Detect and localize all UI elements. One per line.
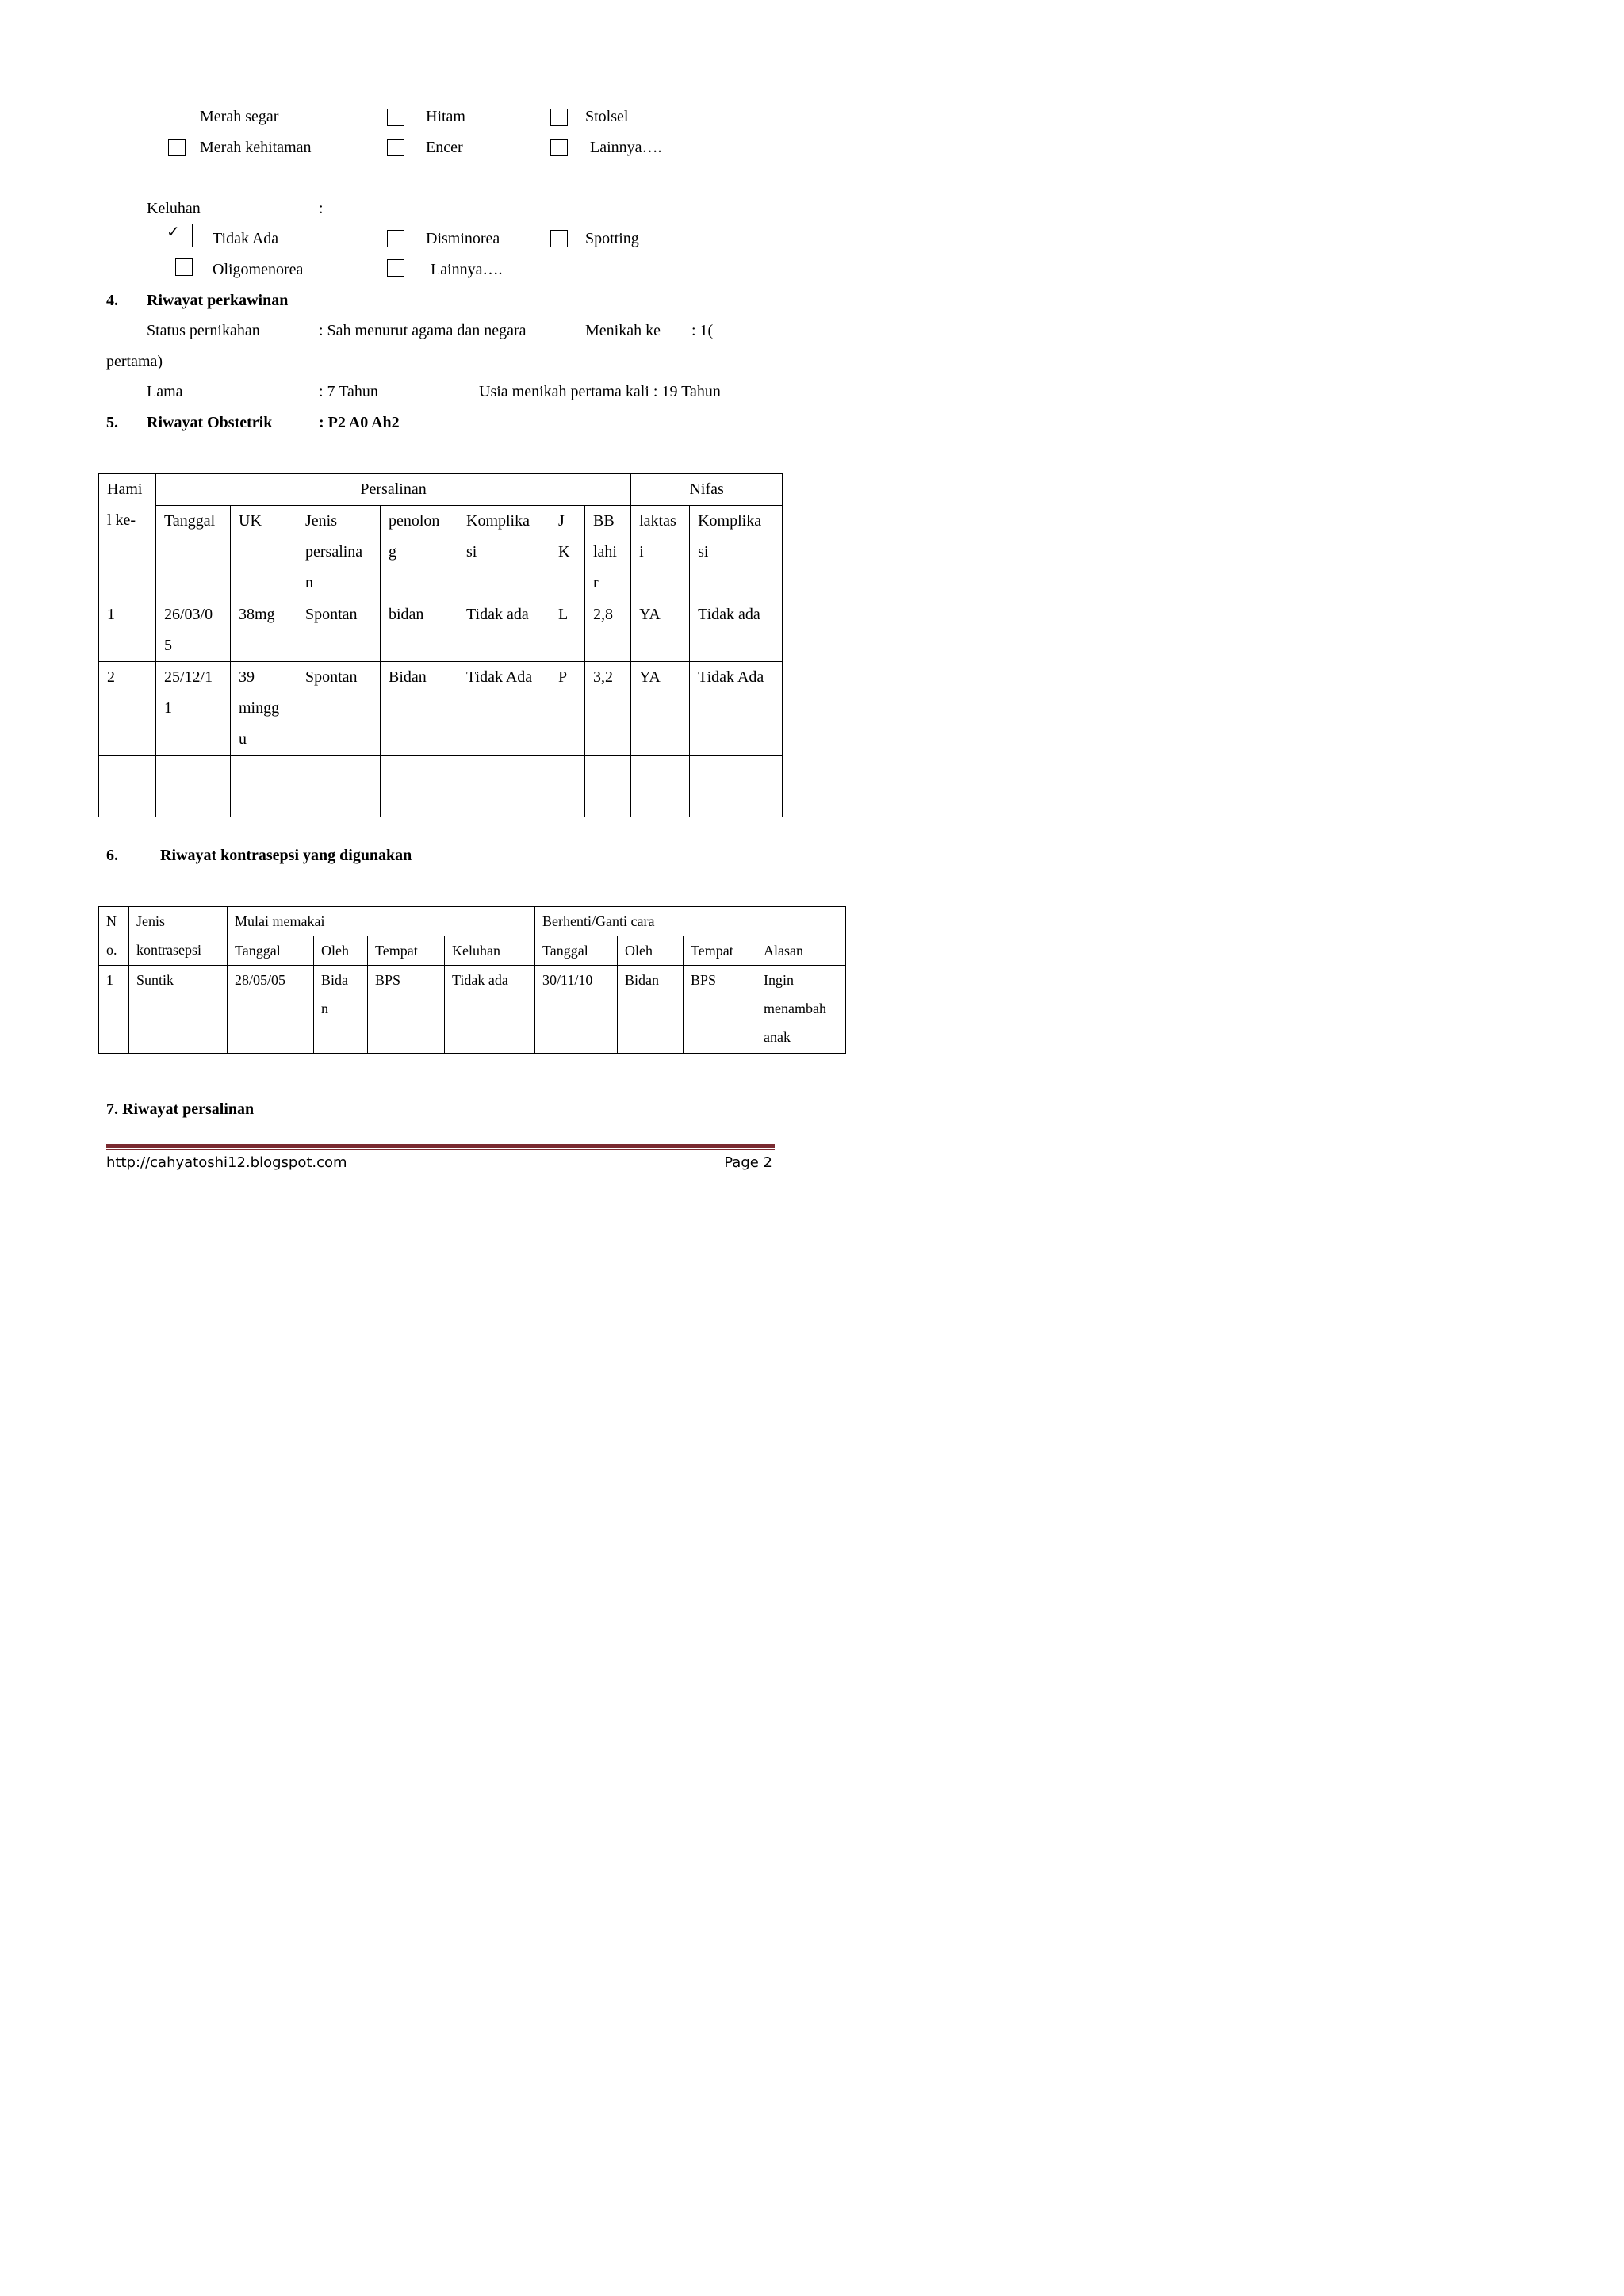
- checkbox-stolsel[interactable]: [550, 109, 568, 126]
- table-cell: 1: [99, 966, 129, 1054]
- column-header: Alasan: [756, 936, 846, 966]
- column-header: penolon g: [381, 506, 458, 599]
- column-header: Tanggal: [156, 506, 231, 599]
- checkbox-encer[interactable]: [387, 139, 404, 156]
- menikah-ke-label: Menikah ke: [585, 322, 661, 339]
- table-cell: [585, 786, 631, 817]
- option-lainnya-darah-label: Lainnya….: [590, 139, 662, 156]
- checkbox-merah-kehitaman[interactable]: [168, 139, 186, 156]
- column-header: Komplika si: [458, 506, 550, 599]
- table-row: [99, 966, 846, 1054]
- header-berhenti-ganti-cara: Berhenti/Ganti cara: [535, 907, 846, 936]
- table-cell: YA: [631, 662, 690, 756]
- column-header: J K: [550, 506, 585, 599]
- checkbox-lainnya-darah[interactable]: [550, 139, 568, 156]
- option-spotting-label: Spotting: [585, 230, 639, 247]
- table-cell: Tidak Ada: [458, 662, 550, 756]
- menikah-ke-continued: pertama): [106, 353, 163, 370]
- table-cell: [585, 756, 631, 786]
- table-cell: [550, 756, 585, 786]
- table-cell: [631, 756, 690, 786]
- table-cell: 28/05/05: [228, 966, 314, 1054]
- contraception-history-table: [98, 906, 846, 1054]
- column-header: Oleh: [314, 936, 368, 966]
- keluhan-label: Keluhan: [147, 200, 201, 217]
- section5-value: : P2 A0 Ah2: [319, 414, 400, 431]
- status-pernikahan-label: Status pernikahan: [147, 322, 260, 339]
- checkbox-oligomenorea[interactable]: [175, 258, 193, 276]
- column-header: BB lahi r: [585, 506, 631, 599]
- footer-page-number: Page 2: [724, 1154, 772, 1171]
- table-cell: 39 mingg u: [231, 662, 297, 756]
- table-cell: Suntik: [129, 966, 228, 1054]
- column-header: Tanggal: [535, 936, 618, 966]
- table-cell: 26/03/0 5: [156, 599, 231, 662]
- table-row: [99, 662, 783, 756]
- checkbox-tidak-ada[interactable]: [163, 224, 193, 247]
- lama-label: Lama: [147, 383, 183, 400]
- table-cell: Bidan: [381, 662, 458, 756]
- column-header: laktas i: [631, 506, 690, 599]
- table-cell: 1: [99, 599, 156, 662]
- table-cell: Bida n: [314, 966, 368, 1054]
- table-cell: [231, 786, 297, 817]
- footer-rule-thick: [106, 1144, 775, 1148]
- header-mulai-memakai: Mulai memakai: [228, 907, 535, 936]
- column-header: Jenis persalina n: [297, 506, 381, 599]
- section5-number: 5.: [106, 414, 118, 431]
- table-cell: [156, 786, 231, 817]
- table-row: [99, 756, 783, 786]
- table-cell: [99, 786, 156, 817]
- table-cell: [99, 756, 156, 786]
- column-header: Tempat: [368, 936, 445, 966]
- header-persalinan: Persalinan: [156, 474, 631, 506]
- table-cell: [381, 756, 458, 786]
- table-cell: [381, 786, 458, 817]
- section4-title: Riwayat perkawinan: [147, 292, 289, 309]
- keluhan-colon: :: [319, 200, 324, 217]
- table-cell: [690, 756, 783, 786]
- option-oligomenorea-label: Oligomenorea: [213, 261, 304, 278]
- option-tidak-ada-label: Tidak Ada: [213, 230, 279, 247]
- column-header: Keluhan: [445, 936, 535, 966]
- section5-title: Riwayat Obstetrik: [147, 414, 273, 431]
- option-stolsel-label: Stolsel: [585, 108, 629, 125]
- checkbox-spotting[interactable]: [550, 230, 568, 247]
- table-cell: BPS: [368, 966, 445, 1054]
- column-header: Oleh: [618, 936, 684, 966]
- table-cell: Bidan: [618, 966, 684, 1054]
- table-row: [99, 599, 783, 662]
- option-encer-label: Encer: [426, 139, 463, 156]
- header-nifas: Nifas: [631, 474, 783, 506]
- lama-value: : 7 Tahun: [319, 383, 378, 400]
- option-disminorea-label: Disminorea: [426, 230, 500, 247]
- menikah-ke-value: : 1(: [691, 322, 714, 339]
- checkbox-lainnya-keluhan[interactable]: [387, 259, 404, 277]
- table-cell: 2: [99, 662, 156, 756]
- table-cell: bidan: [381, 599, 458, 662]
- table-cell: 2,8: [585, 599, 631, 662]
- usia-menikah-text: Usia menikah pertama kali : 19 Tahun: [479, 383, 721, 400]
- table-cell: 38mg: [231, 599, 297, 662]
- table-cell: YA: [631, 599, 690, 662]
- table-cell: Tidak ada: [690, 599, 783, 662]
- column-header: UK: [231, 506, 297, 599]
- table-cell: Tidak ada: [445, 966, 535, 1054]
- table-cell: 25/12/1 1: [156, 662, 231, 756]
- table-cell: L: [550, 599, 585, 662]
- table-cell: P: [550, 662, 585, 756]
- table-cell: Tidak Ada: [690, 662, 783, 756]
- status-pernikahan-value: : Sah menurut agama dan negara: [319, 322, 527, 339]
- header-no: N o.: [99, 907, 129, 966]
- column-header: Tempat: [684, 936, 756, 966]
- column-header: Tanggal: [228, 936, 314, 966]
- column-header: Komplika si: [690, 506, 783, 599]
- table-cell: [297, 756, 381, 786]
- table-cell: [156, 756, 231, 786]
- obstetric-history-table: [98, 473, 783, 817]
- table-row: [99, 786, 783, 817]
- table-cell: Spontan: [297, 599, 381, 662]
- table-cell: [458, 786, 550, 817]
- option-merah-kehitaman-label: Merah kehitaman: [200, 139, 312, 156]
- table-cell: [550, 786, 585, 817]
- table-cell: [690, 786, 783, 817]
- table-cell: Spontan: [297, 662, 381, 756]
- table-cell: BPS: [684, 966, 756, 1054]
- section6-number: 6.: [106, 847, 118, 864]
- section7-title: 7. Riwayat persalinan: [106, 1100, 255, 1118]
- table-cell: 30/11/10: [535, 966, 618, 1054]
- footer-url-link[interactable]: http://cahyatoshi12.blogspot.com: [106, 1154, 347, 1171]
- table-cell: Tidak ada: [458, 599, 550, 662]
- option-hitam-label: Hitam: [426, 108, 465, 125]
- header-jenis-kontrasepsi: Jenis kontrasepsi: [129, 907, 228, 966]
- footer-rule-thin: [106, 1149, 775, 1150]
- checkbox-disminorea[interactable]: [387, 230, 404, 247]
- table-cell: [631, 786, 690, 817]
- section4-number: 4.: [106, 292, 118, 309]
- option-lainnya-keluhan-label: Lainnya….: [431, 261, 503, 278]
- table-cell: [297, 786, 381, 817]
- table-cell: 3,2: [585, 662, 631, 756]
- table-cell: [458, 756, 550, 786]
- section6-title: Riwayat kontrasepsi yang digunakan: [160, 847, 412, 864]
- table-cell: Ingin menambah anak: [756, 966, 846, 1054]
- checkbox-hitam[interactable]: [387, 109, 404, 126]
- option-merah-segar-label: Merah segar: [200, 108, 279, 125]
- header-hamil-ke: Hami l ke-: [99, 474, 156, 599]
- table-cell: [231, 756, 297, 786]
